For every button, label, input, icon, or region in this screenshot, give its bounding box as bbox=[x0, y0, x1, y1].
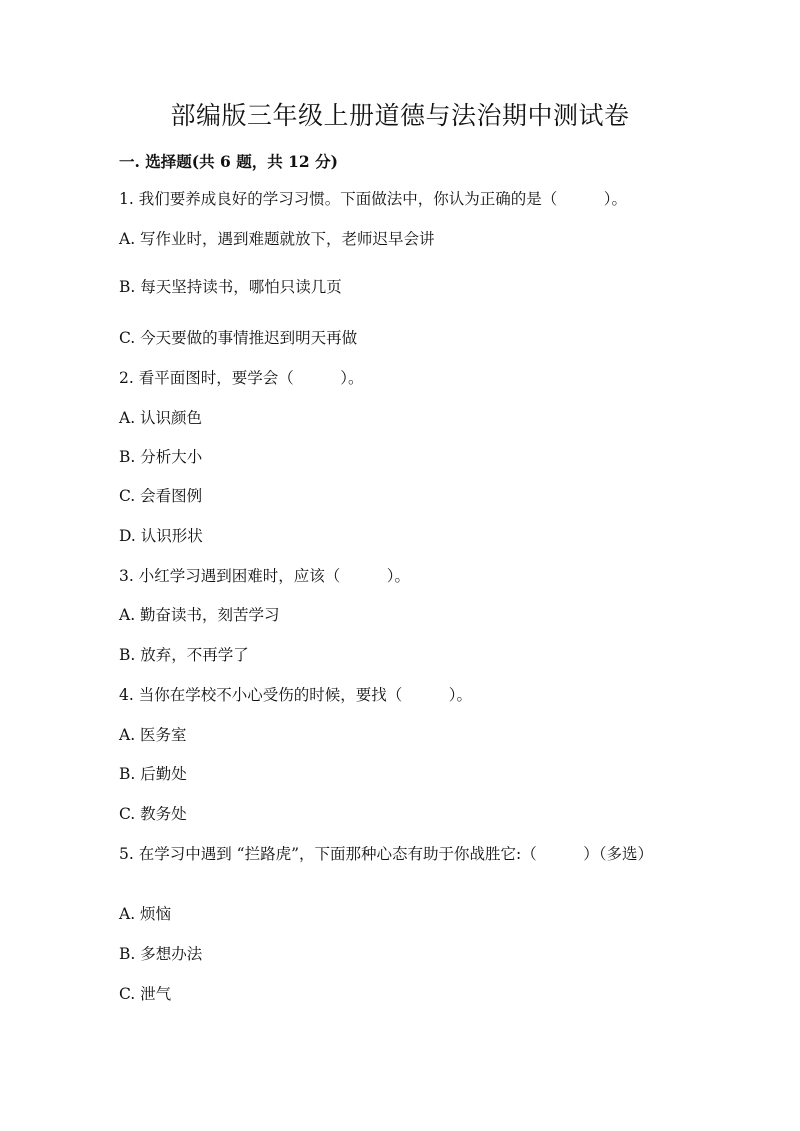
answer-option: C. 教务处 bbox=[119, 805, 187, 823]
answer-option: A. 烦恼 bbox=[119, 905, 172, 923]
answer-option: C. 会看图例 bbox=[119, 487, 203, 505]
question-stem: 4. 当你在学校不小心受伤的时候，要找（ ）。 bbox=[119, 686, 472, 704]
answer-option: B. 分析大小 bbox=[119, 448, 203, 466]
answer-option: A. 认识颜色 bbox=[119, 409, 203, 427]
answer-option: C. 泄气 bbox=[119, 985, 172, 1003]
page-title: 部编版三年级上册道德与法治期中测试卷 bbox=[170, 101, 630, 130]
question-stem: 1. 我们要养成良好的学习习惯。下面做法中，你认为正确的是（ ）。 bbox=[119, 190, 627, 208]
question-stem: 2. 看平面图时，要学会（ ）。 bbox=[119, 369, 364, 387]
answer-option: A. 写作业时，遇到难题就放下，老师迟早会讲 bbox=[119, 230, 435, 248]
answer-option: B. 放弃，不再学了 bbox=[119, 646, 249, 664]
answer-option: B. 多想办法 bbox=[119, 945, 203, 963]
answer-option: B. 每天坚持读书，哪怕只读几页 bbox=[119, 278, 342, 296]
answer-option: D. 认识形状 bbox=[119, 527, 203, 545]
answer-option: C. 今天要做的事情推迟到明天再做 bbox=[119, 329, 358, 347]
section-heading: 一. 选择题(共 6 题，共 12 分) bbox=[119, 152, 338, 171]
answer-option: B. 后勤处 bbox=[119, 765, 187, 783]
question-stem: 3. 小红学习遇到困难时，应该（ ）。 bbox=[119, 567, 410, 585]
answer-option: A. 勤奋读书，刻苦学习 bbox=[119, 606, 280, 624]
answer-option: A. 医务室 bbox=[119, 726, 187, 744]
question-stem: 5. 在学习中遇到 “拦路虎”，下面那种心态有助于你战胜它:（ ）（多选） bbox=[119, 845, 653, 863]
